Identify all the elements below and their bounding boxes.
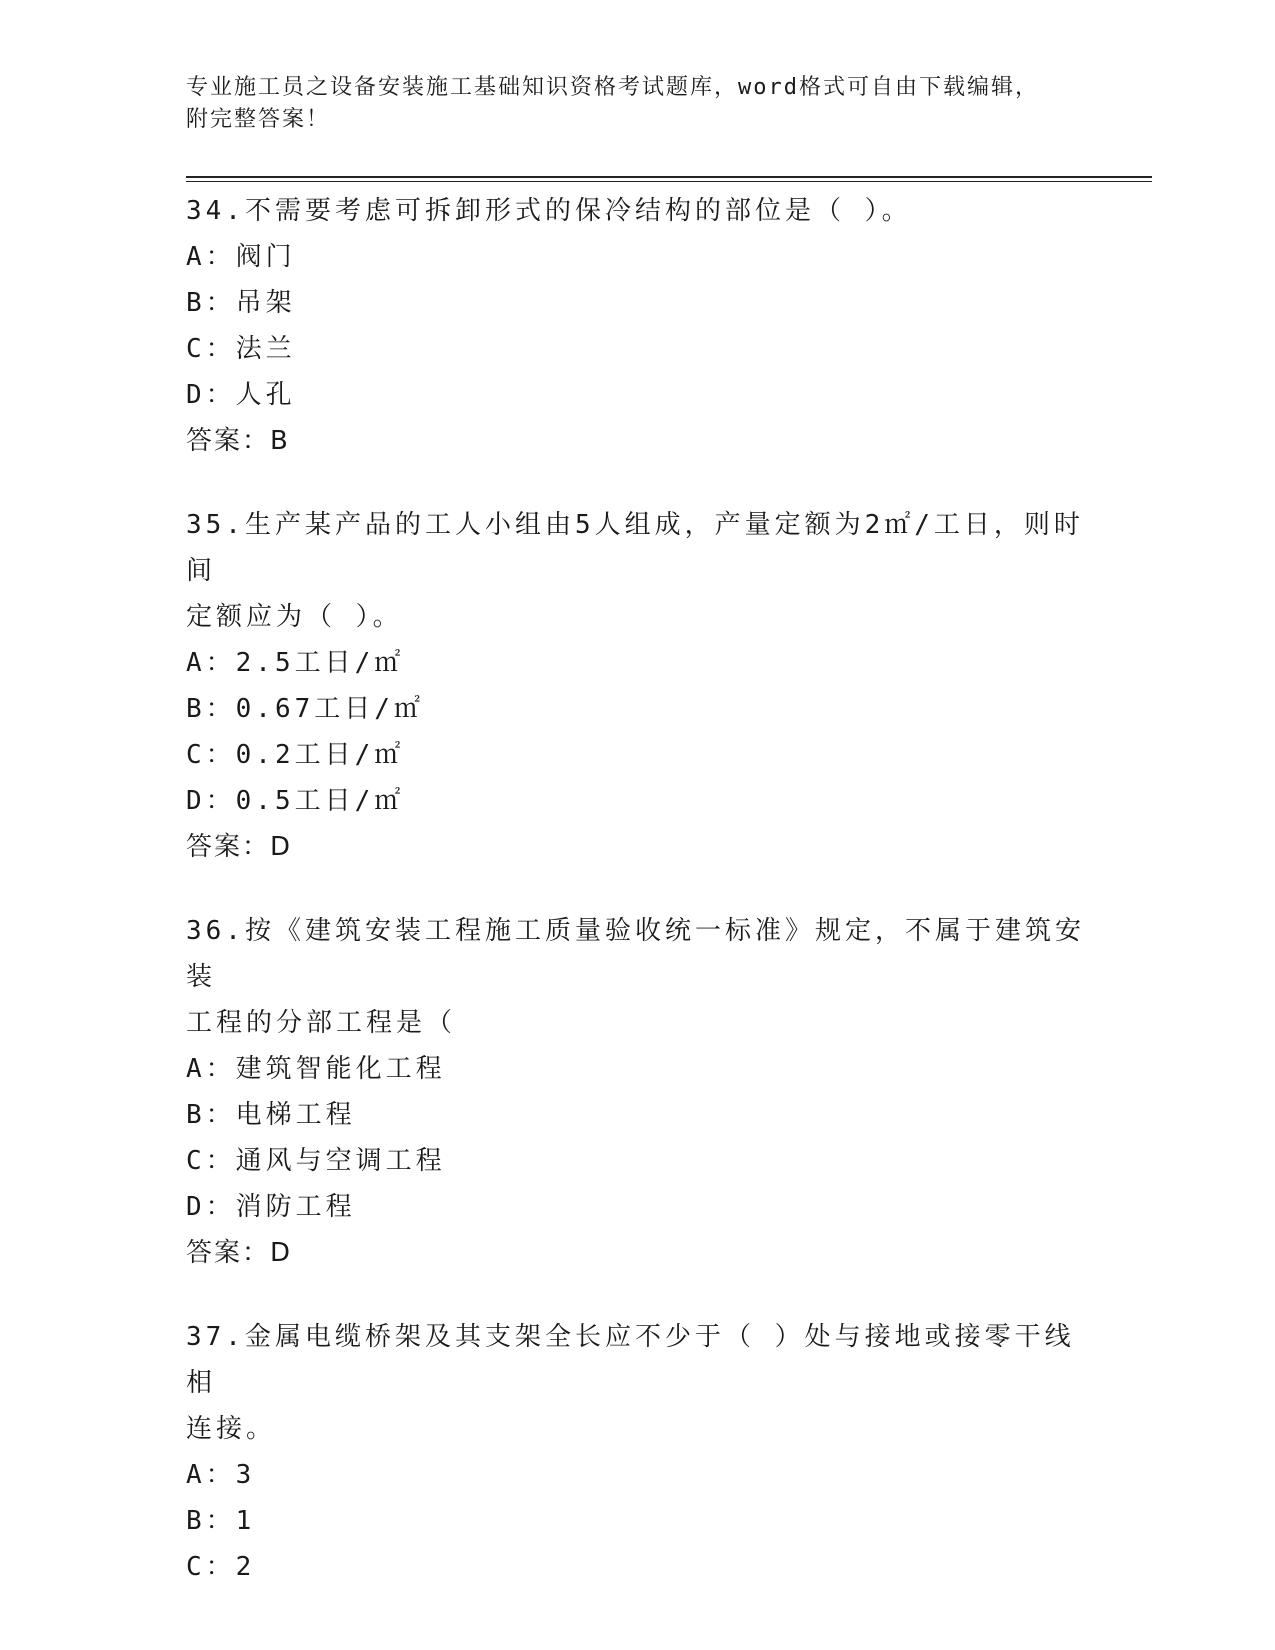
option-d: D：0.5工日/㎡: [186, 786, 405, 816]
option-b: B：1: [186, 1506, 256, 1536]
option-a: A：3: [186, 1460, 256, 1490]
question-37: [186, 1314, 1086, 1590]
option-c: C：0.2工日/㎡: [186, 740, 405, 770]
option-a: A：2.5工日/㎡: [186, 648, 405, 678]
option-d: D：消防工程: [186, 1192, 356, 1222]
question-stem-continued: 定额应为（ ）。: [186, 602, 403, 632]
option-c: C：2: [186, 1552, 256, 1582]
question-stem-continued: 连接。: [186, 1414, 277, 1444]
option-b: B：电梯工程: [186, 1100, 356, 1130]
answer: 答案：D: [186, 832, 293, 862]
option-b: B：0.67工日/㎡: [186, 694, 424, 724]
option-a: A：建筑智能化工程: [186, 1054, 446, 1084]
question-stem: 36.按《建筑安装工程施工质量验收统一标准》规定，不属于建筑安装: [186, 916, 1085, 992]
document-header: [186, 72, 1086, 136]
header-line-2: 附完整答案！: [186, 107, 331, 132]
option-a: A：阀门: [186, 242, 296, 272]
question-34: [186, 188, 1086, 464]
option-c: C：法兰: [186, 334, 296, 364]
question-list: [186, 188, 1086, 1628]
question-35: [186, 502, 1086, 870]
question-stem: 35.生产某产品的工人小组由5人组成，产量定额为2㎡/工日，则时间: [186, 510, 1084, 586]
option-d: D：人孔: [186, 380, 296, 410]
question-stem: 37.金属电缆桥架及其支架全长应不少于（ ）处与接地或接零干线相: [186, 1322, 1075, 1398]
header-divider-thin: [186, 181, 1152, 182]
header-divider-thick: [186, 176, 1152, 178]
question-36: [186, 908, 1086, 1276]
answer: 答案：D: [186, 1238, 293, 1268]
option-b: B：吊架: [186, 288, 296, 318]
question-stem: 34.不需要考虑可拆卸形式的保冷结构的部位是（ ）。: [186, 196, 912, 226]
answer: 答案：B: [186, 426, 290, 456]
question-stem-continued: 工程的分部工程是（: [186, 1008, 457, 1038]
option-c: C：通风与空调工程: [186, 1146, 446, 1176]
header-line-1: 专业施工员之设备安装施工基础知识资格考试题库，word格式可自由下载编辑，: [186, 75, 1039, 100]
